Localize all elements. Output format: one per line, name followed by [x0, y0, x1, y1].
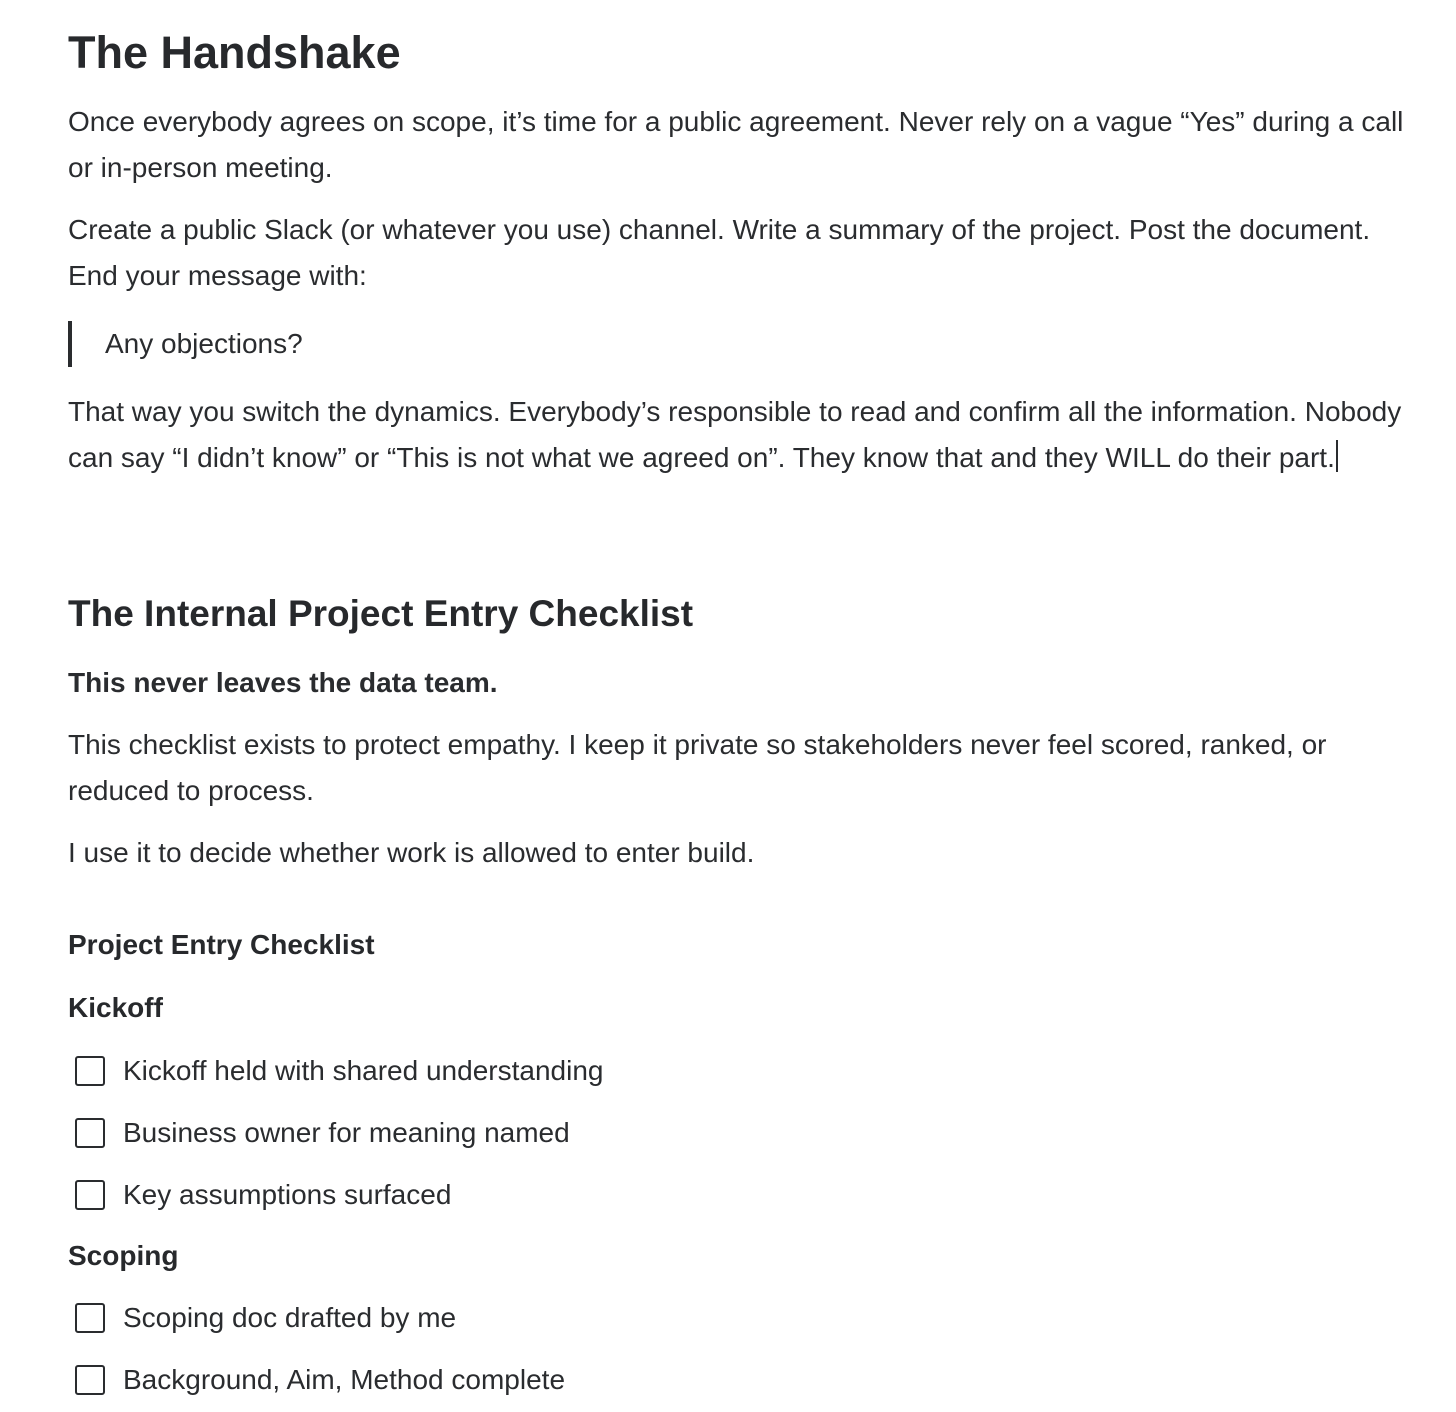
internal-checklist-paragraph-1: This checklist exists to protect empathy. I keep it private so stakeholders never feel scored, ranked, or reduced to process. [68, 729, 1327, 806]
checklist-section-scoping: Scoping [68, 1240, 179, 1271]
checklist-item-label: Kickoff held with shared understanding [123, 1055, 604, 1086]
handshake-heading: The Handshake [68, 27, 401, 78]
internal-checklist-bold-note: This never leaves the data team. [68, 667, 498, 698]
checkbox[interactable] [75, 1303, 105, 1333]
checkbox[interactable] [75, 1056, 105, 1086]
project-entry-checklist-heading: Project Entry Checklist [68, 929, 375, 960]
internal-checklist-paragraph-2: I use it to decide whether work is allowed to enter build. [68, 837, 755, 868]
text-cursor [1336, 440, 1338, 472]
checklist-item-label: Background, Aim, Method complete [123, 1364, 566, 1395]
checklist-item-label: Business owner for meaning named [123, 1117, 570, 1148]
checkbox[interactable] [75, 1365, 105, 1395]
blockquote-text: Any objections? [105, 328, 303, 359]
checklist-item[interactable] [68, 1295, 456, 1341]
checklist-section-kickoff: Kickoff [68, 992, 163, 1023]
checklist-item[interactable] [68, 1110, 570, 1156]
internal-checklist-heading: The Internal Project Entry Checklist [68, 593, 694, 634]
checklist-item-label: Scoping doc drafted by me [123, 1302, 457, 1333]
blockquote [68, 321, 303, 367]
checklist-item[interactable] [68, 1172, 451, 1218]
handshake-paragraph-2: Create a public Slack (or whatever you use) channel. Write a summary of the project. Post the document. End your message with: [68, 214, 1371, 291]
handshake-paragraph-3[interactable] [68, 389, 1413, 481]
checklist-item[interactable] [68, 1048, 603, 1094]
handshake-paragraph-1: Once everybody agrees on scope, it’s time for a public agreement. Never rely on a vague “Yes” during a call or in-person meeting. [68, 106, 1404, 183]
checklist-item[interactable] [68, 1357, 565, 1403]
checklist-item-label: Key assumptions surfaced [123, 1179, 452, 1210]
checkbox[interactable] [75, 1118, 105, 1148]
handshake-paragraph-3-text: That way you switch the dynamics. Everybody’s responsible to read and confirm all the information. Nobody can say “I didn’t know” or “This is not what we agreed on”. They know that and they WILL do their part. [68, 396, 1402, 473]
checkbox[interactable] [75, 1180, 105, 1210]
